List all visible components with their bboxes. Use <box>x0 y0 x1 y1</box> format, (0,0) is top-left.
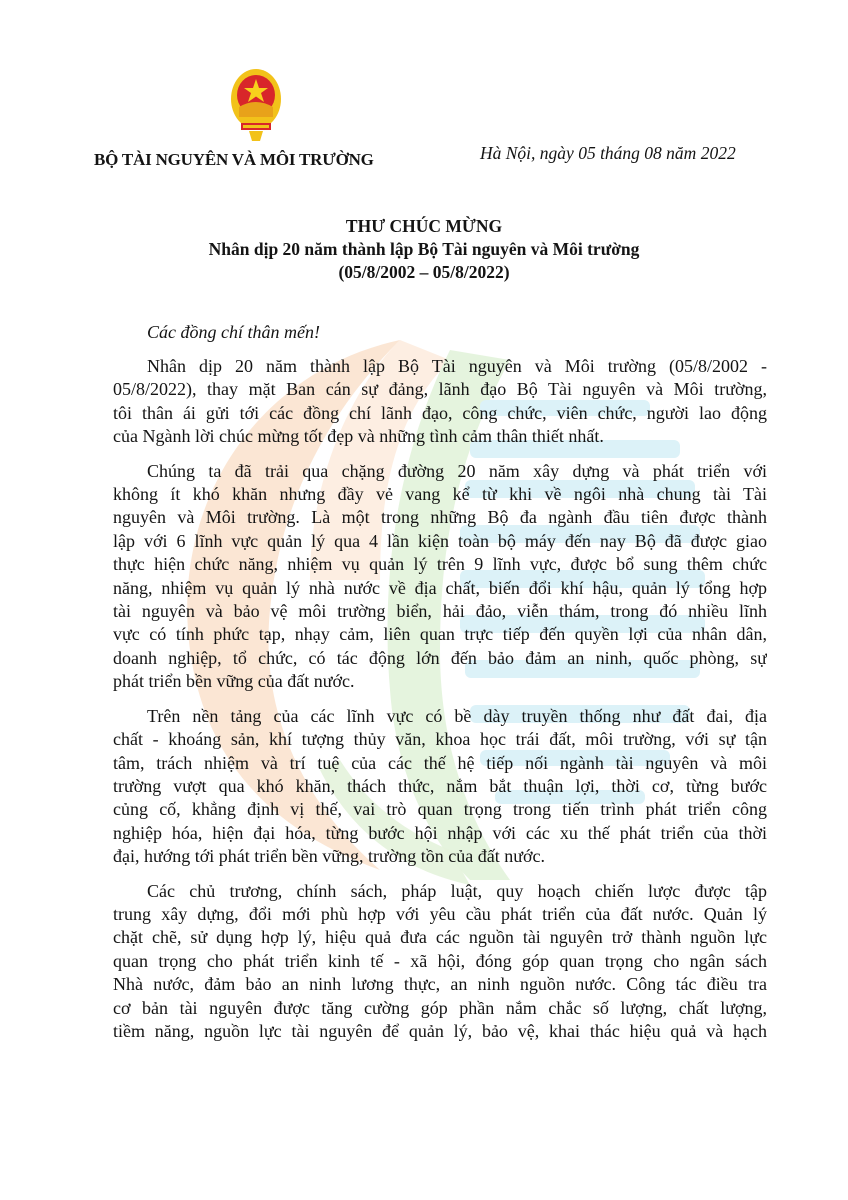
title-dates: (05/8/2002 – 05/8/2022) <box>338 262 510 282</box>
text-line: tôi thân ái gửi tới các đồng chí lãnh đạo, công chức, viên chức, người lao động <box>113 402 767 423</box>
text-line: lập với 6 lĩnh vực quản lý qua 4 lần kiện toàn bộ máy đến nay Bộ đã được giao <box>113 530 767 551</box>
organization-name: BỘ TÀI NGUYÊN VÀ MÔI TRƯỜNG <box>94 150 374 169</box>
text-line: tâm, trách nhiệm và trí tuệ của các thế hệ tiếp nối ngành tài nguyên và môi <box>113 752 767 773</box>
text-line: phát triển bền vững của đất nước. <box>113 671 355 692</box>
paragraph-4 <box>113 880 767 1044</box>
title-occasion: Nhân dịp 20 năm thành lập Bộ Tài nguyên và Môi trường <box>208 239 640 259</box>
text-line: Chúng ta đã trải qua chặng đường 20 năm xây dựng và phát triển với <box>147 460 767 481</box>
text-line: chất - khoáng sản, khí tượng thủy văn, khoa học trái đất, môi trường, với sự tận <box>113 729 767 750</box>
text-line: doanh nghiệp, tổ chức, có tác động lớn đến bảo đảm an ninh, quốc phòng, sự <box>113 647 767 668</box>
text-line: thực hiện chức năng, nhiệm vụ quản lý trên 9 lĩnh vực, được bổ sung thêm chức <box>113 554 767 575</box>
paragraph-3 <box>113 705 767 869</box>
text-line: nghiệp hóa, hiện đại hóa, từng bước hội nhập với các xu thế phát triển của thời <box>113 822 767 843</box>
text-line: trung xây dựng, đổi mới phù hợp với yêu cầu phát triển của đất nước. Quản lý <box>113 903 767 924</box>
paragraph-1 <box>113 355 767 449</box>
text-line: Nhân dịp 20 năm thành lập Bộ Tài nguyên và Môi trường (05/8/2002 - <box>147 356 767 376</box>
text-line: nguyên và Môi trường. Là một trong những Bộ đa ngành đầu tiên được thành <box>113 507 767 528</box>
text-line: Các chủ trương, chính sách, pháp luật, quy hoạch chiến lược được tập <box>147 880 767 901</box>
text-line: chặt chẽ, sử dụng hợp lý, hiệu quả đưa các nguồn tài nguyên trở thành nguồn lực <box>113 927 767 948</box>
text-line: 05/8/2022), thay mặt Ban cán sự đảng, lãnh đạo Bộ Tài nguyên và Môi trường, <box>113 379 767 400</box>
text-line: Trên nền tảng của các lĩnh vực có bề dày truyền thống như đất đai, địa <box>147 705 767 726</box>
title-main: THƯ CHÚC MỪNG <box>345 216 503 236</box>
letter-body <box>113 355 767 1054</box>
paragraph-2 <box>113 460 767 694</box>
place-date: Hà Nội, ngày 05 tháng 08 năm 2022 <box>480 143 736 163</box>
text-line: tài nguyên và bảo vệ môi trường biển, hải đảo, viễn thám, trong đó nhiều lĩnh <box>113 601 767 622</box>
national-emblem-icon <box>229 67 283 145</box>
text-line: trường vượt qua khó khăn, thách thức, nắm bắt thuận lợi, thời cơ, từng bước <box>113 775 767 796</box>
text-line: tiềm năng, nguồn lực tài nguyên để quản lý, bảo vệ, khai thác hiệu quả và hạch <box>113 1020 767 1041</box>
text-line: quan trọng cho phát triển kinh tế - xã hội, đóng góp quan trọng cho ngân sách <box>113 950 767 971</box>
text-line: đại, hướng tới phát triển bền vững, trường tồn của đất nước. <box>113 846 546 867</box>
text-line: năng, nhiệm vụ quản lý nhà nước về địa chất, biến đổi khí hậu, quản lý tổng hợp <box>113 577 767 598</box>
text-line: không ít khó khăn nhưng đầy vẻ vang kể từ khi về ngôi nhà chung tài Tài <box>113 484 767 505</box>
letter-title <box>0 215 848 284</box>
text-line: vực có tính phức tạp, nhạy cảm, liên quan trực tiếp đến quyền lợi của nhân dân, <box>113 624 767 645</box>
text-line: Nhà nước, đảm bảo an ninh lương thực, an ninh nguồn nước. Công tác điều tra <box>113 974 767 995</box>
salutation: Các đồng chí thân mến! <box>147 322 320 342</box>
text-line: củng cố, khẳng định vị thế, vai trò quan trọng trong tiến trình phát triển công <box>113 799 767 820</box>
text-line: cơ bản tài nguyên được tăng cường góp phần nắm chắc số lượng, chất lượng, <box>113 997 767 1018</box>
text-line: của Ngành lời chúc mừng tốt đẹp và những tình cảm thân thiết nhất. <box>113 426 604 447</box>
